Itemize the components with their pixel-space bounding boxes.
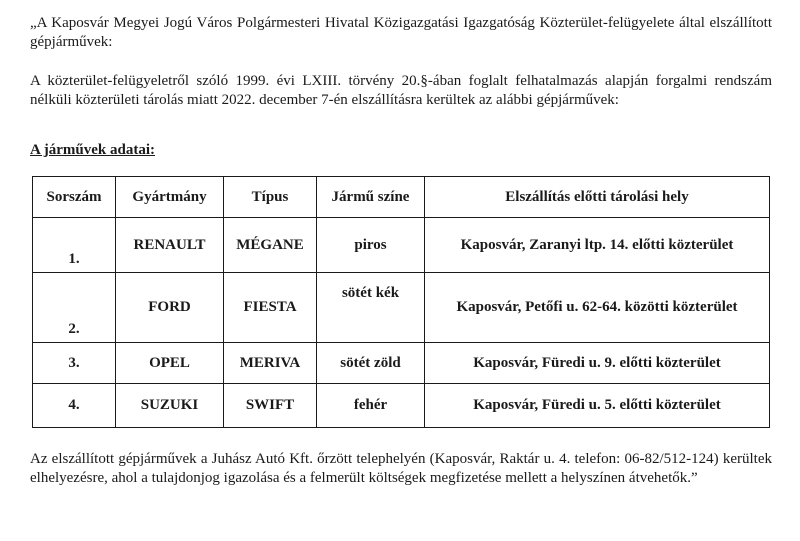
cell-num: 1. (33, 218, 116, 273)
header-color: Jármű színe (317, 177, 425, 218)
section-title: A járművek adatai: (30, 142, 155, 158)
cell-color: sötét kék (317, 273, 425, 343)
cell-make: RENAULT (116, 218, 224, 273)
cell-num: 3. (33, 343, 116, 384)
cell-type: MÉGANE (224, 218, 317, 273)
cell-type: MERIVA (224, 343, 317, 384)
table-row (33, 343, 770, 384)
document-page (30, 14, 772, 488)
cell-num: 4. (33, 384, 116, 428)
table-header-row (33, 177, 770, 218)
cell-color: fehér (317, 384, 425, 428)
cell-type: SWIFT (224, 384, 317, 428)
cell-make: SUZUKI (116, 384, 224, 428)
legal-basis-paragraph: A közterület-felügyeletről szóló 1999. évi LXIII. törvény 20.§-ában foglalt felhatalmazás alapján forgalmi rendszám nélküli közterületi tárolás miatt 2022. december 7-én elszállításra kerültek az alábbi gépjárművek: (30, 73, 772, 108)
cell-location: Kaposvár, Zaranyi ltp. 14. előtti közterület (425, 218, 770, 273)
cell-num: 2. (33, 273, 116, 343)
table-row (33, 218, 770, 273)
header-type: Típus (224, 177, 317, 218)
header-make: Gyártmány (116, 177, 224, 218)
table-row (33, 384, 770, 428)
cell-type: FIESTA (224, 273, 317, 343)
cell-make: FORD (116, 273, 224, 343)
cell-location: Kaposvár, Füredi u. 9. előtti közterület (425, 343, 770, 384)
cell-location: Kaposvár, Füredi u. 5. előtti közterület (425, 384, 770, 428)
cell-location: Kaposvár, Petőfi u. 62-64. közötti közterület (425, 273, 770, 343)
cell-color: piros (317, 218, 425, 273)
intro-paragraph: „A Kaposvár Megyei Jogú Város Polgármesteri Hivatal Közigazgatási Igazgatóság Közterület-felügyelete által elszállított gépjárművek: (30, 15, 772, 50)
cell-make: OPEL (116, 343, 224, 384)
cell-color: sötét zöld (317, 343, 425, 384)
header-location: Elszállítás előtti tárolási hely (425, 177, 770, 218)
table-row (33, 273, 770, 343)
header-num: Sorszám (33, 177, 116, 218)
closing-paragraph: Az elszállított gépjárművek a Juhász Autó Kft. őrzött telephelyén (Kaposvár, Raktár u. 4. telefon: 06-82/512-124) kerültek elhelyezésre, ahol a tulajdonjog igazolása és a felmerült költségek megfizetése mellett a helyszínen átvehetők.” (30, 451, 772, 486)
vehicles-table (32, 176, 770, 428)
